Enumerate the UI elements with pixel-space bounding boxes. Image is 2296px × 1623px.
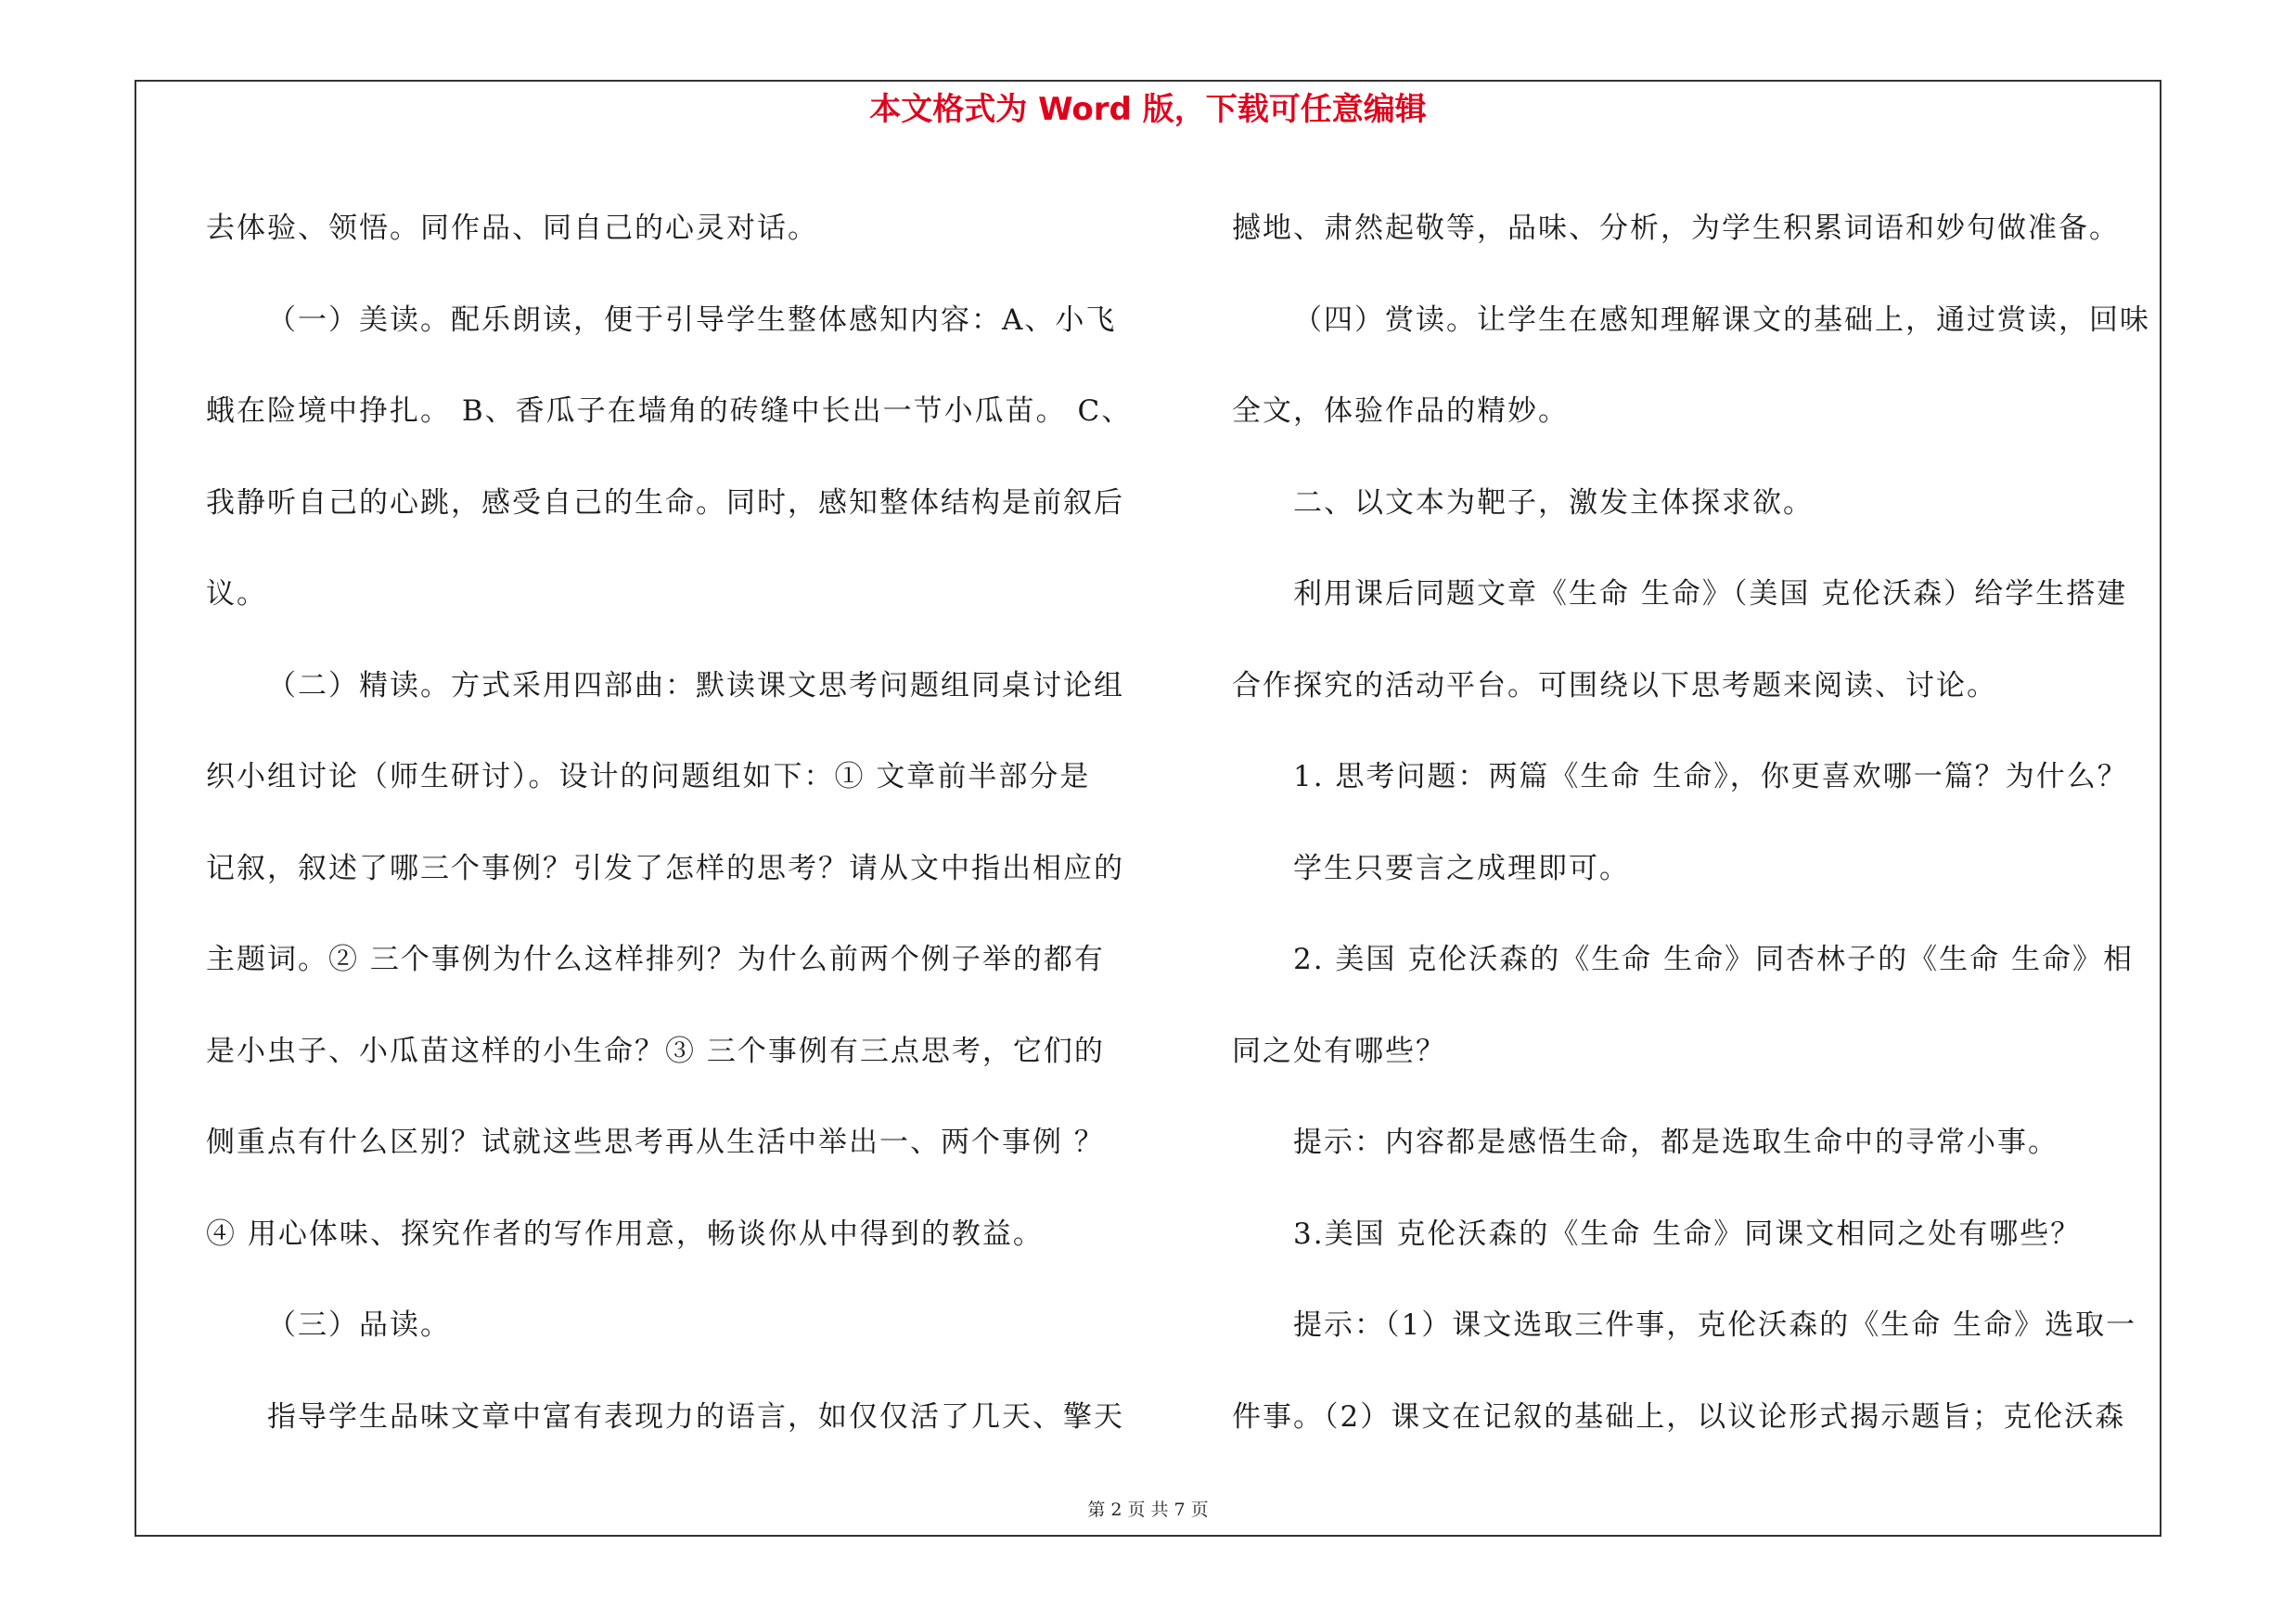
text-line: 蛾在险境中挣扎。 B、香瓜子在墙角的砖缝中长出一节小瓜苗。 C、 (206, 394, 1133, 428)
left-column (206, 183, 1134, 1462)
text-line: 记叙，叙述了哪三个事例？引发了怎样的思考？请从文中指出相应的 (206, 851, 1124, 885)
text-line: 提示：内容都是感悟生命，都是选取生命中的寻常小事。 (1293, 1126, 2059, 1159)
text-line: （二）精读。方式采用四部曲：默读课文思考问题组同桌讨论组 (267, 668, 1124, 702)
text-line: 同之处有哪些？ (1232, 1034, 1446, 1068)
text-line: 撼地、肃然起敬等，品味、分析，为学生积累词语和妙句做准备。 (1232, 212, 2120, 245)
text-line: （三）品读。 (267, 1308, 451, 1342)
text-line: 我静听自己的心跳，感受自己的生命。同时，感知整体结构是前叙后 (206, 485, 1124, 520)
text-line: （一）美读。配乐朗读，便于引导学生整体感知内容：A、小飞 (267, 303, 1117, 337)
text-line: 侧重点有什么区别？试就这些思考再从生活中举出一、两个事例 ？ (206, 1126, 1105, 1159)
text-line: 二、以文本为靶子，激发主体探求欲。 (1293, 485, 1814, 520)
text-line: 利用课后同题文章《生命 生命》（美国 克伦沃森）给学生搭建 (1293, 577, 2128, 611)
right-column (1232, 183, 2169, 1462)
text-line: 提示：（1）课文选取三件事，克伦沃森的《生命 生命》选取一 (1293, 1308, 2137, 1342)
text-line: 2. 美国 克伦沃森的《生命 生命》同杏林子的《生命 生命》相 (1293, 943, 2134, 976)
text-line: 织小组讨论（师生研讨）。设计的问题组如下：① 文章前半部分是 (206, 760, 1091, 793)
text-line: 1. 思考问题：两篇《生命 生命》，你更喜欢哪一篇？为什么？ (1293, 760, 2128, 793)
text-line: 学生只要言之成理即可。 (1293, 851, 1630, 885)
text-line: 合作探究的活动平台。可围绕以下思考题来阅读、讨论。 (1232, 668, 1997, 702)
text-line: ④ 用心体味、探究作者的写作用意，畅谈你从中得到的教益。 (206, 1217, 1044, 1251)
text-line: 主题词。② 三个事例为什么这样排列？为什么前两个例子举的都有 (206, 943, 1105, 976)
page-indicator: 第 2 页 共 7 页 (1087, 1500, 1209, 1520)
text-line: 指导学生品味文章中富有表现力的语言，如仅仅活了几天、擎天 (267, 1399, 1124, 1434)
header-banner: 本文格式为 Word 版，下载可任意编辑 (869, 91, 1427, 128)
text-line: 议。 (206, 577, 267, 611)
text-line: 3.美国 克伦沃森的《生命 生命》同课文相同之处有哪些？ (1293, 1217, 2082, 1251)
text-line: 全文，体验作品的精妙。 (1232, 394, 1569, 428)
text-line: 去体验、领悟。同作品、同自己的心灵对话。 (206, 212, 818, 245)
text-line: （四）赏读。让学生在感知理解课文的基础上，通过赏读，回味 (1293, 303, 2150, 337)
text-line: 是小虫子、小瓜苗这样的小生命？③ 三个事例有三点思考，它们的 (206, 1034, 1105, 1068)
text-line: 件事。（2）课文在记叙的基础上，以议论形式揭示题旨；克伦沃森 (1232, 1399, 2126, 1434)
